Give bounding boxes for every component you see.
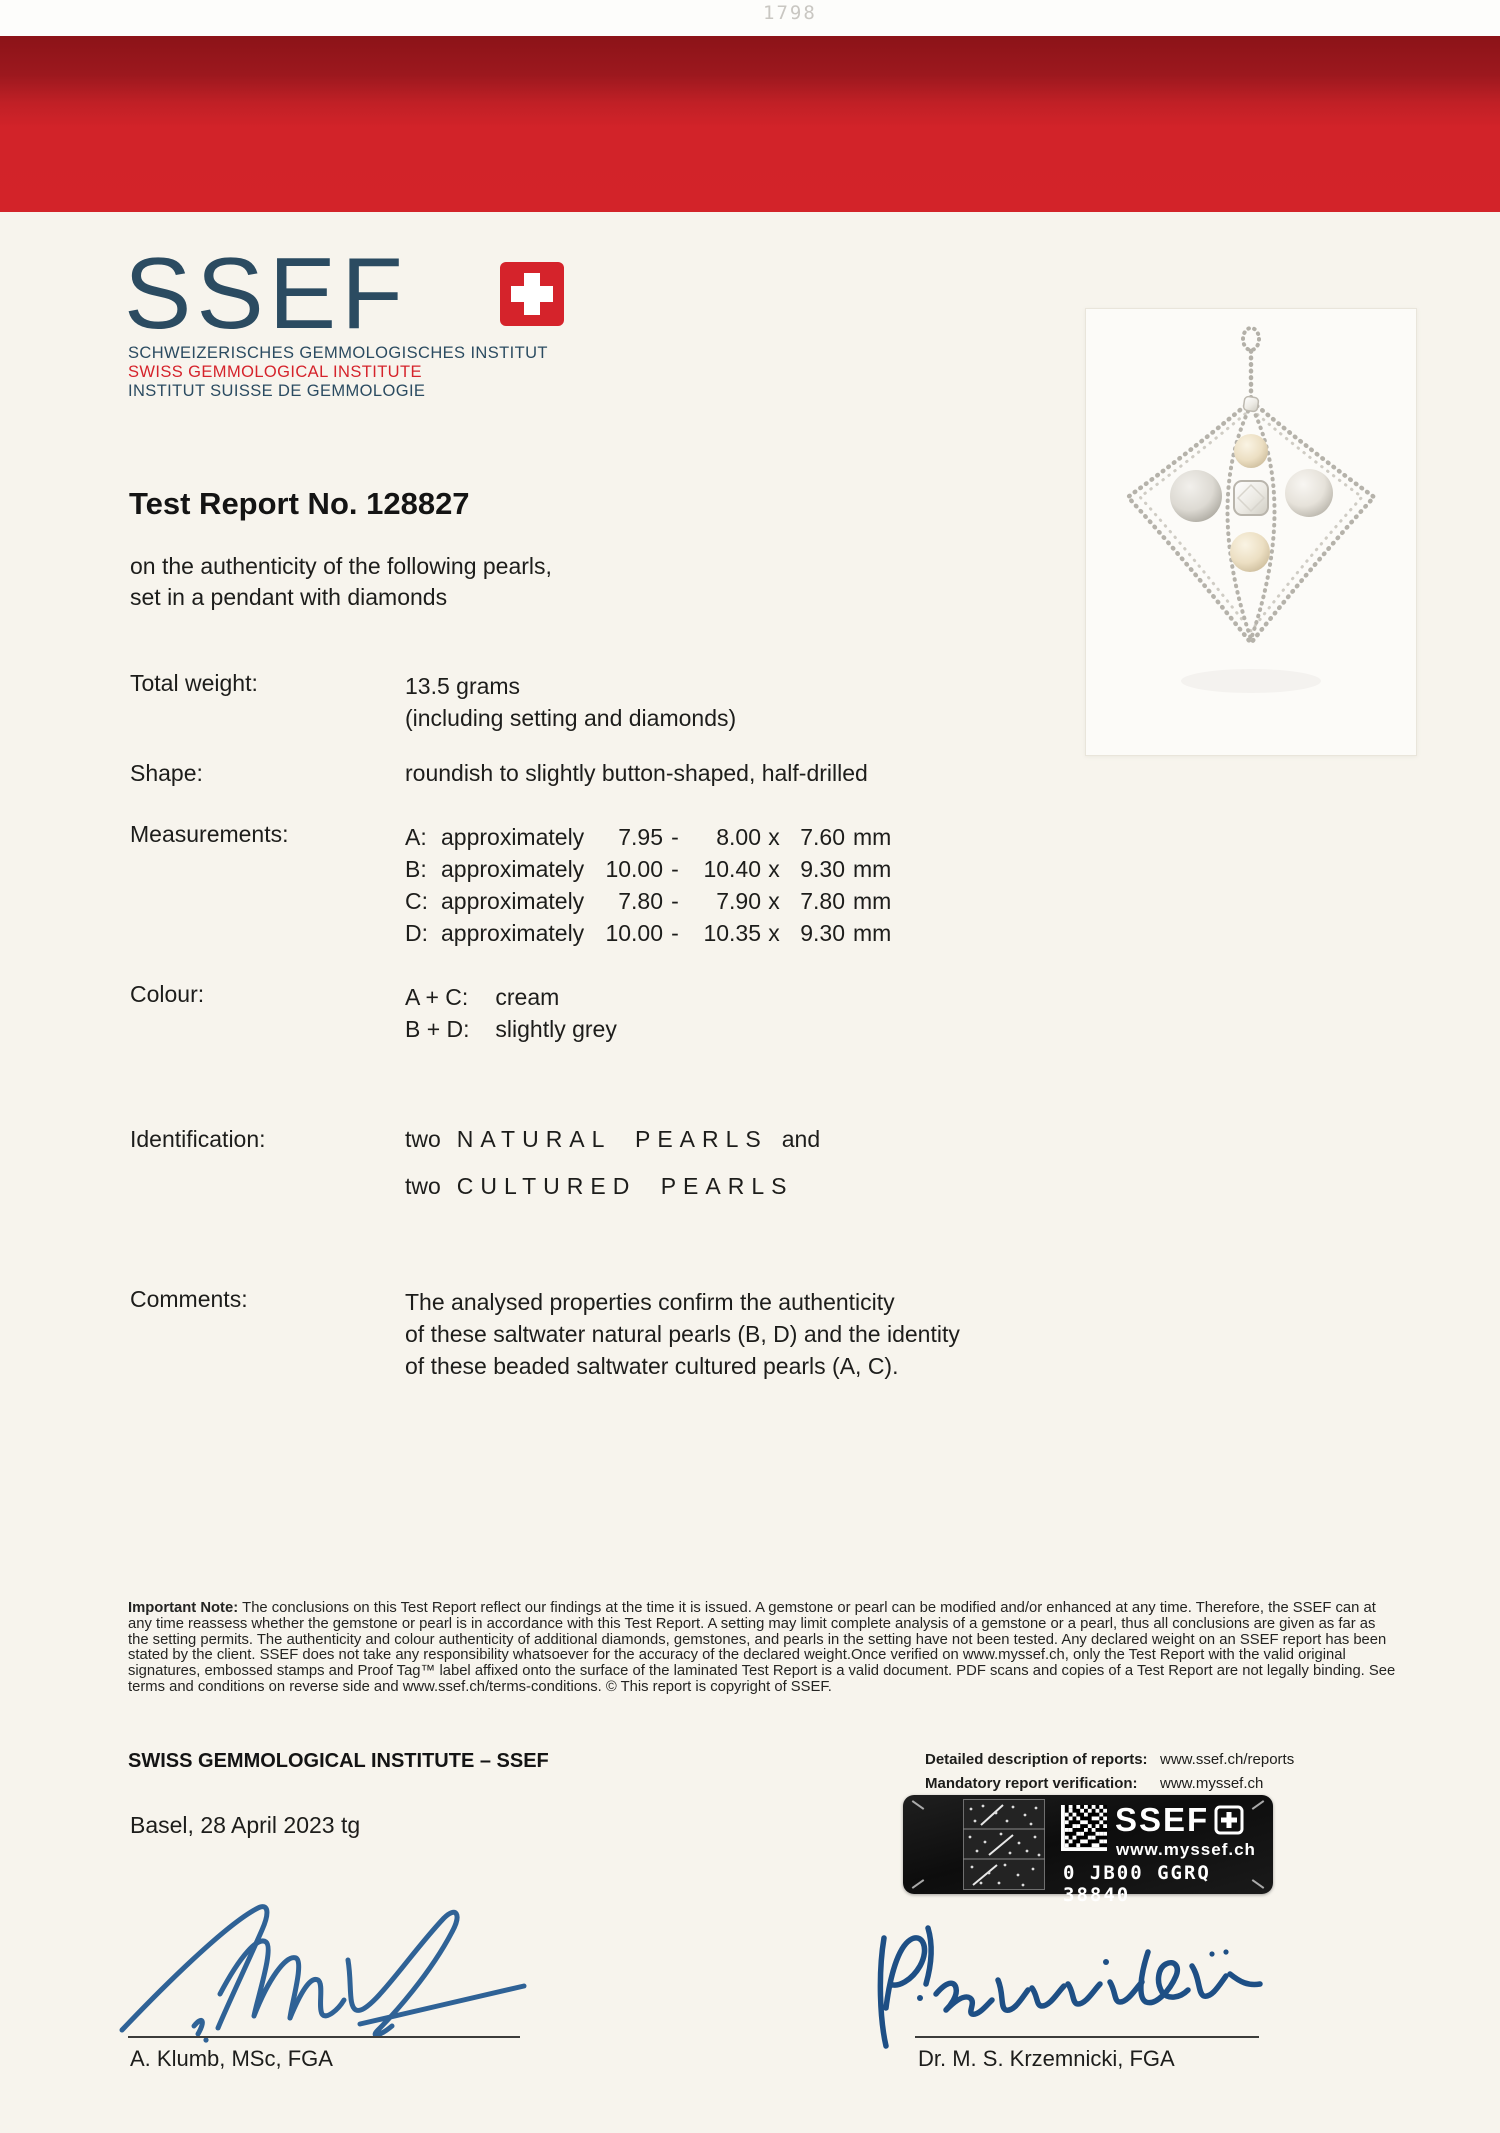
measurements-table: [405, 821, 895, 949]
identification-line-1: [405, 1126, 820, 1153]
shape-label: Shape:: [130, 760, 203, 786]
row-to: 7.90: [716, 888, 761, 914]
ident-prefix: two: [405, 1126, 441, 1152]
row-prefix: approximately: [441, 856, 585, 882]
scan-top-strip: [0, 0, 1500, 36]
row-dash: -: [671, 824, 679, 850]
row-from: 10.00: [605, 856, 663, 882]
identification-line-2: [405, 1173, 820, 1200]
row-unit: mm: [853, 824, 892, 850]
comments-line-2: of these saltwater natural pearls (B, D) and the identity: [405, 1321, 960, 1347]
row-unit: mm: [853, 888, 892, 914]
scan-artifact-mark: 1798: [763, 2, 817, 24]
row-prefix: approximately: [441, 888, 585, 914]
header-red-band: [0, 36, 1500, 212]
colour-label: Colour:: [130, 981, 205, 1007]
row-prefix: approximately: [441, 920, 585, 946]
colour-line-2: [405, 1013, 617, 1045]
colour-line-1: [405, 981, 617, 1013]
details-label: Detailed description of reports:: [925, 1751, 1148, 1768]
important-note: [128, 1601, 1400, 1696]
verification-label: Mandatory report verification:: [925, 1775, 1138, 1792]
colour-key-bd: B + D:: [405, 1016, 470, 1042]
sticker-brand: [1115, 1803, 1244, 1837]
row-dash: -: [671, 920, 679, 946]
total-weight-value: 13.5 grams: [405, 673, 521, 699]
row-x: x: [768, 920, 780, 946]
row-x: x: [768, 824, 780, 850]
total-weight-label: Total weight:: [130, 670, 258, 696]
measurement-row-b: [405, 853, 895, 885]
shape-value: roundish to slightly button-shaped, half-drilled: [405, 760, 868, 786]
row-unit: mm: [853, 920, 892, 946]
sticker-code: 0 JB00 GGRQ 38840: [1063, 1862, 1211, 1906]
signatory-left-name: A. Klumb, MSc, FGA: [130, 2046, 333, 2071]
details-url: www.ssef.ch/reports: [1160, 1751, 1295, 1768]
important-note-text: The conclusions on this Test Report reflect our findings at the time it is issued. A gemstone or pearl can be modified and/or enhanced at any time. Therefore, the SSEF can at any time reassess whether the gemstone or pearl is in accordance with this Test Report. A setting may limit complete analysis of a gemstone or a pearl, thus all conclusions are given as far as the setting permits. The authenticity and colour authenticity of additional diamonds, gemstones, and pearls in the setting have not been tested. Any declared weight on an SSEF report has been stated by the client. SSEF does not take any responsibility whatsoever for the accuracy of the declared weight.Once verified on www.myssef.ch, only the Test Report with the valid original signatures, embossed stamps and Proof Tag™ label affixed onto the surface of the laminated Test Report is a valid document. PDF scans and copies of a Test Report are not legally binding. See terms and conditions on reverse side and www.ssef.ch/terms-conditions. © This report is copyright of SSEF.: [128, 1600, 1396, 1695]
sticker-url: www.myssef.ch: [1116, 1840, 1256, 1859]
pendant-illustration: [1086, 309, 1416, 755]
intro-line-1: on the authenticity of the following pearls,: [130, 553, 552, 579]
row-from: 10.00: [605, 920, 663, 946]
report-intro: [130, 551, 552, 613]
datamatrix-icon: [1061, 1805, 1107, 1851]
row-from: 7.80: [618, 888, 663, 914]
institute-name-english: SWISS GEMMOLOGICAL INSTITUTE: [128, 363, 422, 381]
row-third: 9.30: [800, 920, 845, 946]
sticker-brand-text: SSEF: [1115, 1801, 1210, 1838]
comments-line-1: The analysed properties confirm the authenticity: [405, 1289, 895, 1315]
row-prefix: approximately: [441, 824, 585, 850]
institute-name-french: INSTITUT SUISSE DE GEMMOLOGIE: [128, 382, 426, 400]
colour-key-ac: A + C:: [405, 984, 469, 1010]
date-line: Basel, 28 April 2023 tg: [130, 1812, 361, 1838]
important-note-lead: Important Note:: [128, 1600, 239, 1616]
report-links: [925, 1751, 1294, 1792]
row-to: 10.35: [703, 920, 761, 946]
row-id: D:: [405, 920, 428, 946]
ssef-logo-text: SSEF: [124, 238, 408, 350]
institute-name-german: SCHWEIZERISCHES GEMMOLOGISCHES INSTITUT: [128, 344, 548, 362]
ident-prefix: two: [405, 1173, 441, 1199]
row-x: x: [768, 888, 780, 914]
row-third: 9.30: [800, 856, 845, 882]
measurement-row-a: [405, 821, 895, 853]
measurement-row-c: [405, 885, 895, 917]
row-x: x: [768, 856, 780, 882]
total-weight-note: (including setting and diamonds): [405, 705, 737, 731]
comments-label: Comments:: [130, 1286, 248, 1312]
ident-cultured-pearls: CULTURED PEARLS: [456, 1173, 794, 1199]
ident-suffix: and: [781, 1126, 821, 1152]
row-id: C:: [405, 888, 428, 914]
verification-url: www.myssef.ch: [1160, 1775, 1264, 1792]
row-to: 10.40: [703, 856, 761, 882]
measurement-row-d: [405, 917, 895, 949]
institute-footer-name: SWISS GEMMOLOGICAL INSTITUTE – SSEF: [128, 1750, 549, 1772]
sticker-swiss-cross-icon: [1214, 1805, 1244, 1835]
pendant-photo: [1085, 308, 1417, 756]
row-third: 7.80: [800, 888, 845, 914]
prooftag-pattern-icon: [963, 1799, 1045, 1890]
comments-line-3: of these beaded saltwater cultured pearls (A, C).: [405, 1353, 899, 1379]
report-title: Test Report No. 128827: [129, 486, 470, 521]
row-id: A:: [405, 824, 427, 850]
measurements-label: Measurements:: [130, 821, 289, 847]
signature-line-left: [128, 2036, 520, 2038]
row-dash: -: [671, 888, 679, 914]
row-dash: -: [671, 856, 679, 882]
colour-value-ac: cream: [495, 984, 560, 1010]
signatory-right-name: Dr. M. S. Krzemnicki, FGA: [918, 2046, 1175, 2071]
intro-line-2: set in a pendant with diamonds: [130, 584, 448, 610]
swiss-cross-icon: [500, 262, 564, 326]
row-third: 7.60: [800, 824, 845, 850]
row-from: 7.95: [618, 824, 663, 850]
security-sticker: [903, 1795, 1273, 1906]
signature-line-right: [915, 2036, 1259, 2038]
colour-value-bd: slightly grey: [495, 1016, 617, 1042]
identification-label: Identification:: [130, 1126, 266, 1152]
row-id: B:: [405, 856, 427, 882]
row-unit: mm: [853, 856, 892, 882]
signature-left-icon: [108, 1898, 538, 2048]
ident-natural-pearls: NATURAL PEARLS: [456, 1126, 768, 1152]
row-to: 8.00: [716, 824, 761, 850]
